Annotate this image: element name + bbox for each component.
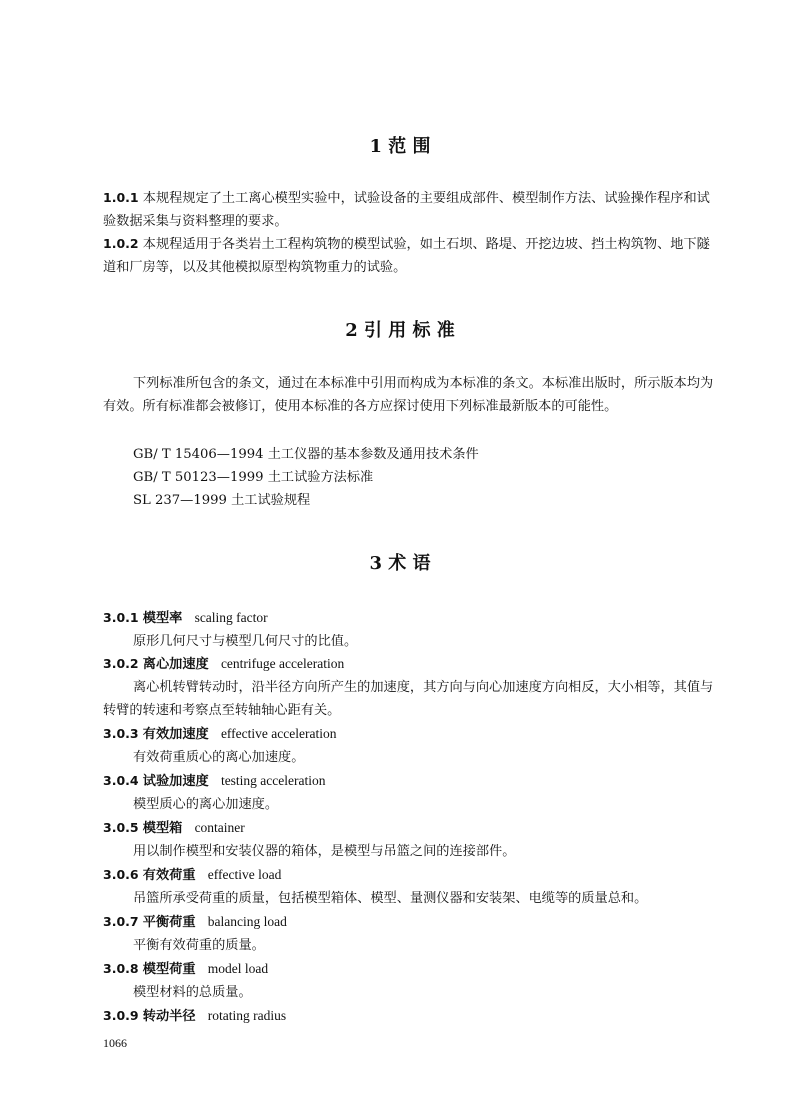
term-3-0-1 [103,607,268,626]
term-number: 3.0.9 [103,1008,139,1023]
term-zh: 平衡荷重 [142,915,196,930]
section-1-heading: 1 范 围 [369,136,431,157]
term-definition: 用以制作模型和安装仪器的箱体，是模型与吊篮之间的连接部件。 [133,844,516,859]
page-number: 1066 [103,1036,127,1050]
term-zh: 有效加速度 [142,727,209,742]
term-number: 3.0.5 [103,820,139,835]
term-zh: 转动半径 [142,1009,196,1024]
section-3-heading: 3 术 语 [369,553,431,574]
clause-text: 本规程适用于各类岩土工程构筑物的模型试验，如土石坝、路堤、开挖边坡、挡土构筑物、地下隧道和厂房等，以及其他模拟原型构筑物重力的试验。 [103,237,710,275]
reference-standard-2: GB/ T 50123—1999 土工试验方法标准 [133,470,374,485]
term-en: rotating radius [207,1008,287,1023]
term-number: 3.0.8 [103,961,139,976]
clause-text: 本规程规定了土工离心模型实验中，试验设备的主要组成部件、模型制作方法、试验操作程序和试验数据采集与资料整理的要求。 [103,191,710,229]
term-definition: 有效荷重质心的离心加速度。 [133,750,305,765]
term-3-0-7 [103,911,287,930]
term-3-0-6 [103,864,281,883]
term-definition: 吊篮所承受荷重的质量，包括模型箱体、模型、量测仪器和安装架、电缆等的质量总和。 [133,891,648,906]
term-en: balancing load [207,914,287,929]
term-number: 3.0.1 [103,610,139,625]
clause-number: 1.0.1 [103,190,139,205]
term-zh: 有效荷重 [142,868,196,883]
term-number: 3.0.7 [103,914,139,929]
term-definition: 离心机转臂转动时，沿半径方向所产生的加速度，其方向与向心加速度方向相反，大小相等，其值与转臂的转速和考察点至转轴轴心距有关。 [103,680,714,718]
term-3-0-9 [103,1005,286,1024]
clause-1-0-2 [103,232,723,279]
term-number: 3.0.6 [103,867,139,882]
term-en: effective load [207,867,282,882]
term-zh: 模型率 [142,611,183,626]
reference-standard-1: GB/ T 15406—1994 土工仪器的基本参数及通用技术条件 [133,447,479,462]
term-3-0-2 [103,653,344,672]
clause-number: 1.0.2 [103,236,139,251]
section-2-intro: 下列标准所包含的条文，通过在本标准中引用而构成为本标准的条文。本标准出版时，所示版本均为有效。所有标准都会被修订，使用本标准的各方应探讨使用下列标准最新版本的可能性。 [103,376,714,414]
section-2-heading: 2 引 用 标 准 [345,320,455,341]
term-3-0-3 [103,723,336,742]
term-zh: 离心加速度 [142,657,209,672]
term-zh: 模型荷重 [142,962,196,977]
term-number: 3.0.2 [103,656,139,671]
term-en: testing acceleration [220,773,326,788]
term-3-0-4 [103,770,326,789]
term-en: scaling factor [194,610,268,625]
term-definition: 平衡有效荷重的质量。 [133,938,265,953]
reference-standard-3: SL 237—1999 土工试验规程 [133,493,311,508]
term-definition: 模型材料的总质量。 [133,985,252,1000]
term-zh: 试验加速度 [142,774,209,789]
term-definition: 原形几何尺寸与模型几何尺寸的比值。 [133,634,358,649]
clause-1-0-1 [103,186,723,233]
term-number: 3.0.3 [103,726,139,741]
term-en: effective acceleration [220,726,337,741]
term-definition: 模型质心的离心加速度。 [133,797,279,812]
term-en: centrifuge acceleration [220,656,345,671]
term-en: container [194,820,245,835]
term-3-0-5 [103,817,245,836]
term-number: 3.0.4 [103,773,139,788]
term-zh: 模型箱 [142,821,183,836]
term-en: model load [207,961,269,976]
term-3-0-8 [103,958,268,977]
